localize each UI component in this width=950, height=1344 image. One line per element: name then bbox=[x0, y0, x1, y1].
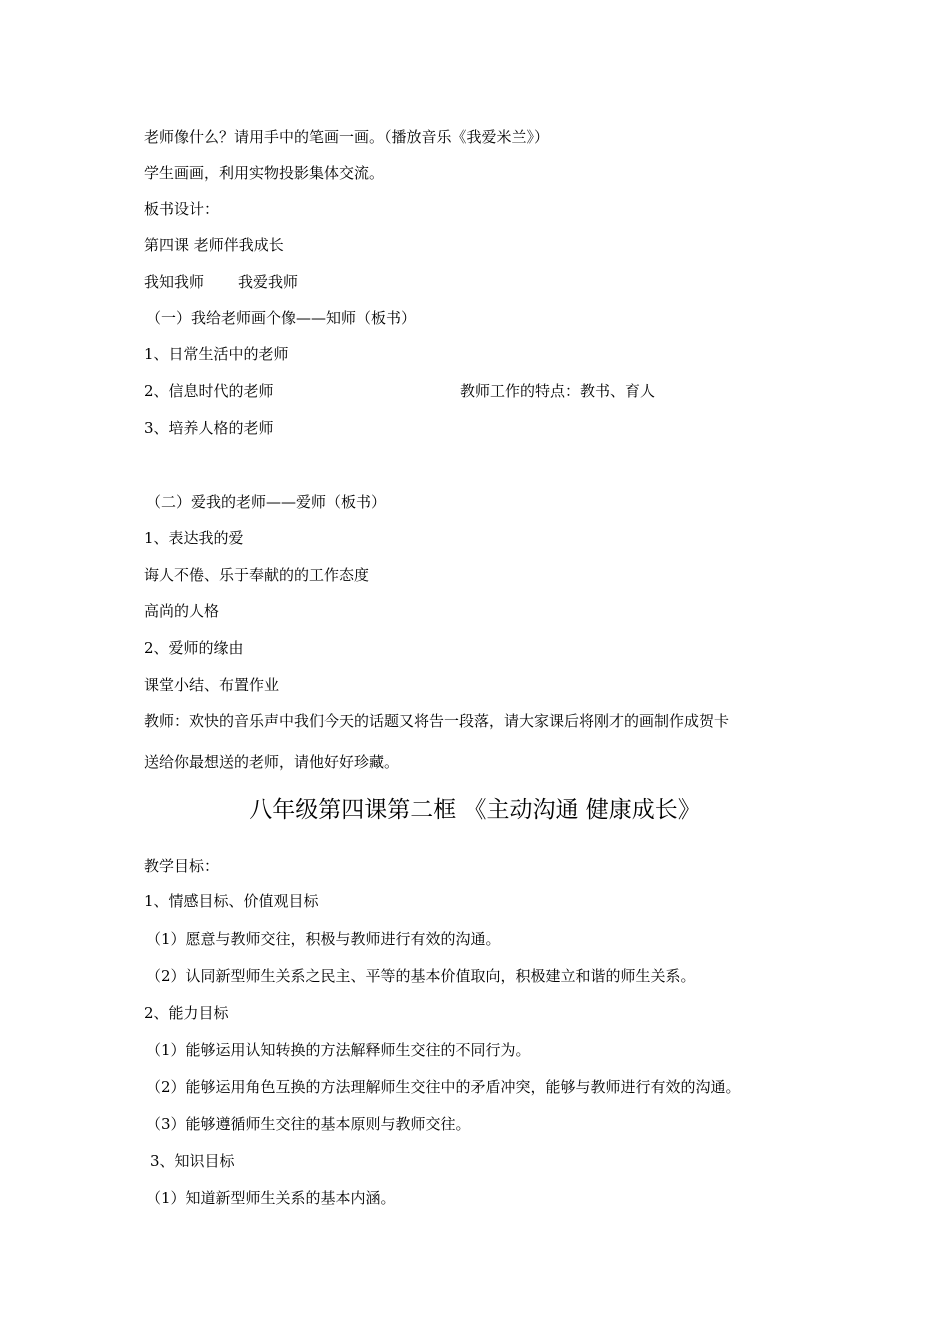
text-line: （3）能够遵循师生交往的基本原则与教师交往。 bbox=[146, 1115, 471, 1133]
text-line: 教学目标： bbox=[144, 857, 220, 875]
text-line: 学生画画，利用实物投影集体交流。 bbox=[144, 164, 385, 182]
text-line: （二）爱我的老师——爱师（板书） bbox=[146, 493, 387, 511]
text-line bbox=[144, 272, 298, 292]
text-line: （1）愿意与教师交往，积极与教师进行有效的沟通。 bbox=[146, 930, 501, 948]
board-item-love-teacher: 我爱我师 bbox=[238, 273, 299, 291]
text-line: 2、能力目标 bbox=[144, 1004, 229, 1022]
board-item-know-teacher: 我知我师 bbox=[144, 273, 205, 291]
text-line: （1）能够运用认知转换的方法解释师生交往的不同行为。 bbox=[146, 1041, 531, 1059]
text-line: 1、表达我的爱 bbox=[144, 529, 244, 547]
text-line: 第四课 老师伴我成长 bbox=[144, 236, 284, 254]
text-line: 1、日常生活中的老师 bbox=[144, 345, 289, 363]
text-line: 高尚的人格 bbox=[144, 602, 220, 620]
text-line: 3、知识目标 bbox=[150, 1152, 235, 1170]
text-line: 教师工作的特点：教书、育人 bbox=[460, 382, 656, 400]
text-line: 板书设计： bbox=[144, 200, 220, 218]
text-line: 诲人不倦、乐于奉献的的工作态度 bbox=[144, 566, 370, 584]
text-line: 送给你最想送的老师，请他好好珍藏。 bbox=[144, 753, 400, 771]
text-line: （2）认同新型师生关系之民主、平等的基本价值取向，积极建立和谐的师生关系。 bbox=[146, 967, 696, 985]
text-line: 教师：欢快的音乐声中我们今天的话题又将告一段落，请大家课后将刚才的画制作成贺卡 bbox=[144, 712, 730, 730]
text-line: （一）我给老师画个像——知师（板书） bbox=[146, 309, 417, 327]
text-line: （1）知道新型师生关系的基本内涵。 bbox=[146, 1189, 396, 1207]
text-line: 课堂小结、布置作业 bbox=[144, 676, 280, 694]
section-title: 八年级第四课第二框 《主动沟通 健康成长》 bbox=[249, 797, 701, 823]
text-line: （2）能够运用角色互换的方法理解师生交往中的矛盾冲突，能够与教师进行有效的沟通。 bbox=[146, 1078, 741, 1096]
text-line: 2、信息时代的老师 bbox=[144, 382, 274, 400]
text-line: 3、培养人格的老师 bbox=[144, 419, 274, 437]
text-line: 1、情感目标、价值观目标 bbox=[144, 892, 319, 910]
text-line: 2、爱师的缘由 bbox=[144, 639, 244, 657]
text-line: 老师像什么？请用手中的笔画一画。（播放音乐《我爱米兰》） bbox=[144, 128, 550, 146]
